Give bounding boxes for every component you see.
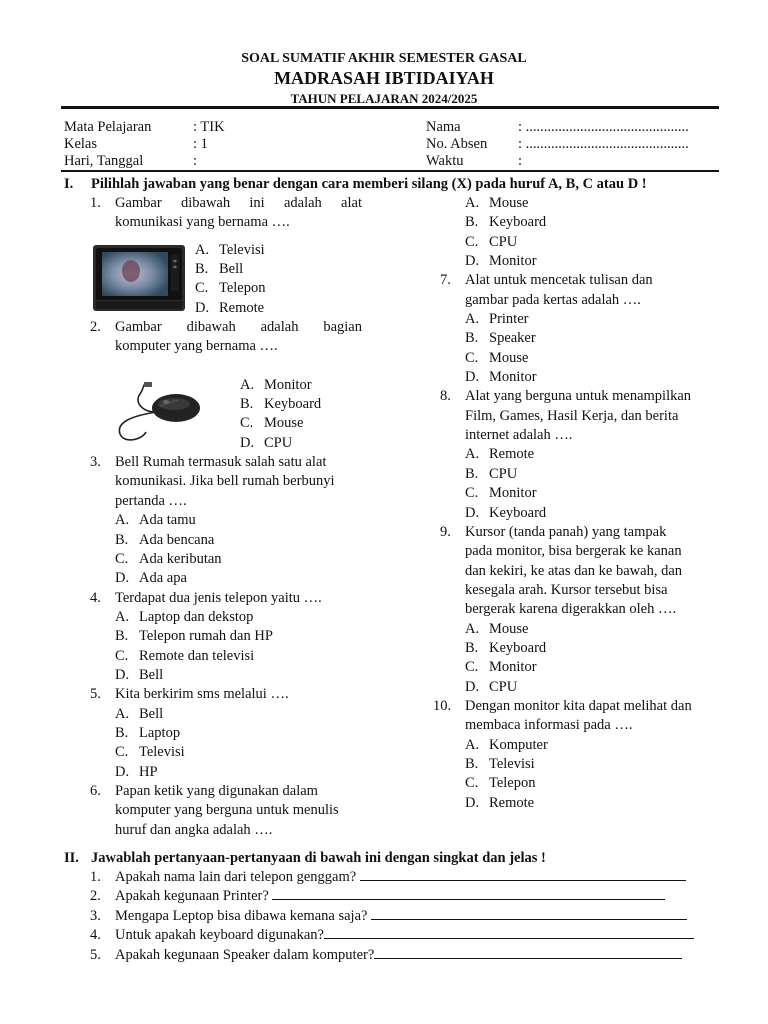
option-c[interactable]: C. Telepon xyxy=(465,775,536,792)
option-c[interactable]: C. Ada keributan xyxy=(115,550,222,567)
option-c[interactable]: C. Telepon xyxy=(195,280,266,297)
options-list xyxy=(115,705,362,782)
question-number: 10. xyxy=(433,697,452,714)
option-b[interactable]: B. Keyboard xyxy=(240,396,322,413)
question-text-line: membaca informasi pada …. xyxy=(465,717,633,734)
essay-item-5: 5. Apakah kegunaan Speaker dalam komputer? xyxy=(90,946,694,965)
question-text-line: Dengan monitor kita dapat melihat dan xyxy=(465,697,692,714)
section-2-number: II. xyxy=(64,850,79,866)
essay-question-text: Untuk apakah keyboard digunakan? xyxy=(115,927,324,944)
section-2-instruction: Jawablah pertanyaan-pertanyaan di bawah ini dengan singkat dan jelas ! xyxy=(91,850,546,866)
option-a[interactable]: A. Monitor xyxy=(240,376,312,393)
question-text-line: komunikasi yang bernama …. xyxy=(115,214,290,231)
question-text-line: komputer yang berguna untuk menulis xyxy=(115,802,339,819)
question-number: 3. xyxy=(90,454,101,471)
option-d[interactable]: D. Bell xyxy=(115,666,164,683)
essay-question-text: Apakah kegunaan Printer? xyxy=(115,888,269,905)
school-name: MADRASAH IBTIDAIYAH xyxy=(274,68,494,88)
essay-item-4: 4. Untuk apakah keyboard digunakan? xyxy=(90,926,694,945)
question-text-line: komunikasi. Jika bell rumah berbunyi xyxy=(115,473,335,490)
option-b[interactable]: B. Bell xyxy=(195,261,244,278)
option-b[interactable]: B. Telepon rumah dan HP xyxy=(115,628,273,645)
school-year: TAHUN PELAJARAN 2024/2025 xyxy=(290,91,478,106)
question-text-line: Kursor (tanda panah) yang tampak xyxy=(465,523,667,540)
question-text-line: Kita berkirim sms melalui …. xyxy=(115,686,289,703)
answer-line[interactable] xyxy=(324,926,694,939)
question-text-line: internet adalah …. xyxy=(465,427,573,444)
option-c[interactable]: C. Televisi xyxy=(115,744,185,761)
question-number: 8. xyxy=(440,388,451,405)
time-label: Waktu xyxy=(426,153,464,169)
subject-value: : TIK xyxy=(193,119,225,135)
option-b[interactable]: B. Televisi xyxy=(465,755,535,772)
option-b[interactable]: B. Keyboard xyxy=(465,639,547,656)
question-number: 7. xyxy=(440,272,451,289)
question-text-line: kesegala arah. Kursor tersebut bisa xyxy=(465,581,668,598)
option-a[interactable]: A. Bell xyxy=(115,705,164,722)
question-text-line: pada monitor, bisa bergerak ke kanan xyxy=(465,543,682,560)
option-d[interactable]: D. CPU xyxy=(240,434,293,451)
options-list xyxy=(465,445,715,522)
option-d[interactable]: D. CPU xyxy=(465,678,518,695)
name-field[interactable]: : ............................................. xyxy=(518,119,689,135)
option-d[interactable]: D. Remote xyxy=(465,794,535,811)
questions-left-column xyxy=(90,194,362,840)
mouse-picture xyxy=(112,382,204,446)
option-c[interactable]: C. Mouse xyxy=(465,349,529,366)
essay-item-3: 3. Mengapa Leptop bisa dibawa kemana saja? xyxy=(90,907,694,926)
question-5 xyxy=(90,685,362,782)
essay-question-text: Apakah kegunaan Speaker dalam komputer? xyxy=(115,946,375,963)
header-divider xyxy=(61,106,719,109)
question-text-line: Gambar dibawah adalah bagian xyxy=(115,319,362,336)
essay-questions xyxy=(90,868,694,965)
questions-right-column xyxy=(433,194,715,813)
exam-title: SOAL SUMATIF AKHIR SEMESTER GASAL xyxy=(241,51,527,66)
question-text-line: huruf dan angka adalah …. xyxy=(115,821,273,838)
class-label: Kelas xyxy=(64,136,98,152)
identity-divider xyxy=(61,170,719,172)
answer-line[interactable] xyxy=(371,907,687,920)
options-list xyxy=(240,376,362,453)
question-4 xyxy=(90,589,362,686)
option-a[interactable]: A. Televisi xyxy=(195,241,265,258)
class-value: : 1 xyxy=(193,136,208,152)
subject-label: Mata Pelajaran xyxy=(64,119,152,135)
question-6 xyxy=(90,782,362,840)
section-1-number: I. xyxy=(64,176,74,192)
option-d[interactable]: D. Monitor xyxy=(465,253,537,270)
television-picture xyxy=(93,245,185,311)
time-value: : xyxy=(518,153,523,169)
question-number: 1. xyxy=(90,195,101,211)
option-a[interactable]: A. Printer xyxy=(465,311,529,328)
option-a[interactable]: A. Ada tamu xyxy=(115,512,196,529)
option-d[interactable]: D. Keyboard xyxy=(465,504,547,521)
option-d[interactable]: D. Remote xyxy=(195,299,265,316)
question-text-line: dan kekiri, ke atas dan ke bawah, dan xyxy=(465,562,683,579)
option-a[interactable]: A. Mouse xyxy=(465,195,529,211)
option-b[interactable]: B. Ada bencana xyxy=(115,531,215,548)
question-text-line: Bell Rumah termasuk salah satu alat xyxy=(115,454,327,471)
option-d[interactable]: D. Ada apa xyxy=(115,570,187,587)
question-text-line: bergerak karena digerakkan oleh …. xyxy=(465,601,677,618)
essay-question-text: Mengapa Leptop bisa dibawa kemana saja? xyxy=(115,907,368,924)
name-label: Nama xyxy=(426,119,461,135)
option-a[interactable]: A. Komputer xyxy=(465,736,548,753)
essay-item-2: 2. Apakah kegunaan Printer? xyxy=(90,887,694,906)
essay-question-text: Apakah nama lain dari telepon genggam? xyxy=(115,869,357,885)
question-text-line: Alat yang berguna untuk menampilkan xyxy=(465,388,692,405)
date-label: Hari, Tanggal xyxy=(64,153,144,169)
options-list xyxy=(465,310,715,387)
question-text-line: Terdapat dua jenis telepon yaitu …. xyxy=(115,589,322,606)
question-10 xyxy=(433,697,715,813)
question-7 xyxy=(440,271,715,387)
section-1-instruction: Pilihlah jawaban yang benar dengan cara memberi silang (X) pada huruf A, B, C atau D ! xyxy=(91,176,647,192)
question-text-line: komputer yang bernama …. xyxy=(115,338,278,355)
date-value: : xyxy=(193,153,198,169)
question-number: 9. xyxy=(440,523,451,540)
option-c[interactable]: C. CPU xyxy=(465,233,518,250)
option-d[interactable]: D. Monitor xyxy=(465,369,537,386)
answer-line[interactable] xyxy=(374,946,682,959)
option-c[interactable]: C. Monitor xyxy=(465,659,537,676)
option-b[interactable]: B. CPU xyxy=(465,465,518,482)
option-a[interactable]: A. Remote xyxy=(465,446,535,463)
options-list xyxy=(465,620,715,697)
option-d[interactable]: D. HP xyxy=(115,763,158,780)
question-text-line: Gambar dibawah ini adalah alat xyxy=(115,195,362,211)
absence-number-label: No. Absen xyxy=(426,136,488,152)
question-text-line: gambar pada kertas adalah …. xyxy=(465,291,641,308)
question-text-line: pertanda …. xyxy=(115,492,187,509)
question-text-line: Film, Games, Hasil Kerja, dan berita xyxy=(465,407,679,424)
options-list xyxy=(195,241,362,318)
options-list xyxy=(115,511,362,588)
option-b[interactable]: B. Laptop xyxy=(115,724,181,741)
answer-line[interactable] xyxy=(360,868,686,881)
option-c[interactable]: C. Mouse xyxy=(240,415,304,432)
answer-line[interactable] xyxy=(272,887,665,900)
question-number: 4. xyxy=(90,589,101,606)
question-text-line: Alat untuk mencetak tulisan dan xyxy=(465,272,653,289)
question-number: 5. xyxy=(90,686,101,703)
option-c[interactable]: C. Monitor xyxy=(465,485,537,502)
absence-number-field[interactable]: : ............................................. xyxy=(518,136,689,152)
option-a[interactable]: A. Laptop dan dekstop xyxy=(115,608,254,625)
option-a[interactable]: A. Mouse xyxy=(465,620,529,637)
question-number: 2. xyxy=(90,319,101,336)
option-b[interactable]: B. Speaker xyxy=(465,330,536,347)
question-number: 6. xyxy=(90,782,101,799)
option-c[interactable]: C. Remote dan televisi xyxy=(115,647,255,664)
question-text-line: Papan ketik yang digunakan dalam xyxy=(115,782,318,799)
question-3 xyxy=(90,453,362,588)
essay-item-1: 1. Apakah nama lain dari telepon genggam? xyxy=(90,868,694,887)
options-list xyxy=(115,608,362,685)
question-9 xyxy=(440,523,715,697)
option-b[interactable]: B. Keyboard xyxy=(465,214,547,231)
options-list xyxy=(465,736,715,813)
question-6-options xyxy=(465,194,715,271)
question-8 xyxy=(440,387,715,522)
